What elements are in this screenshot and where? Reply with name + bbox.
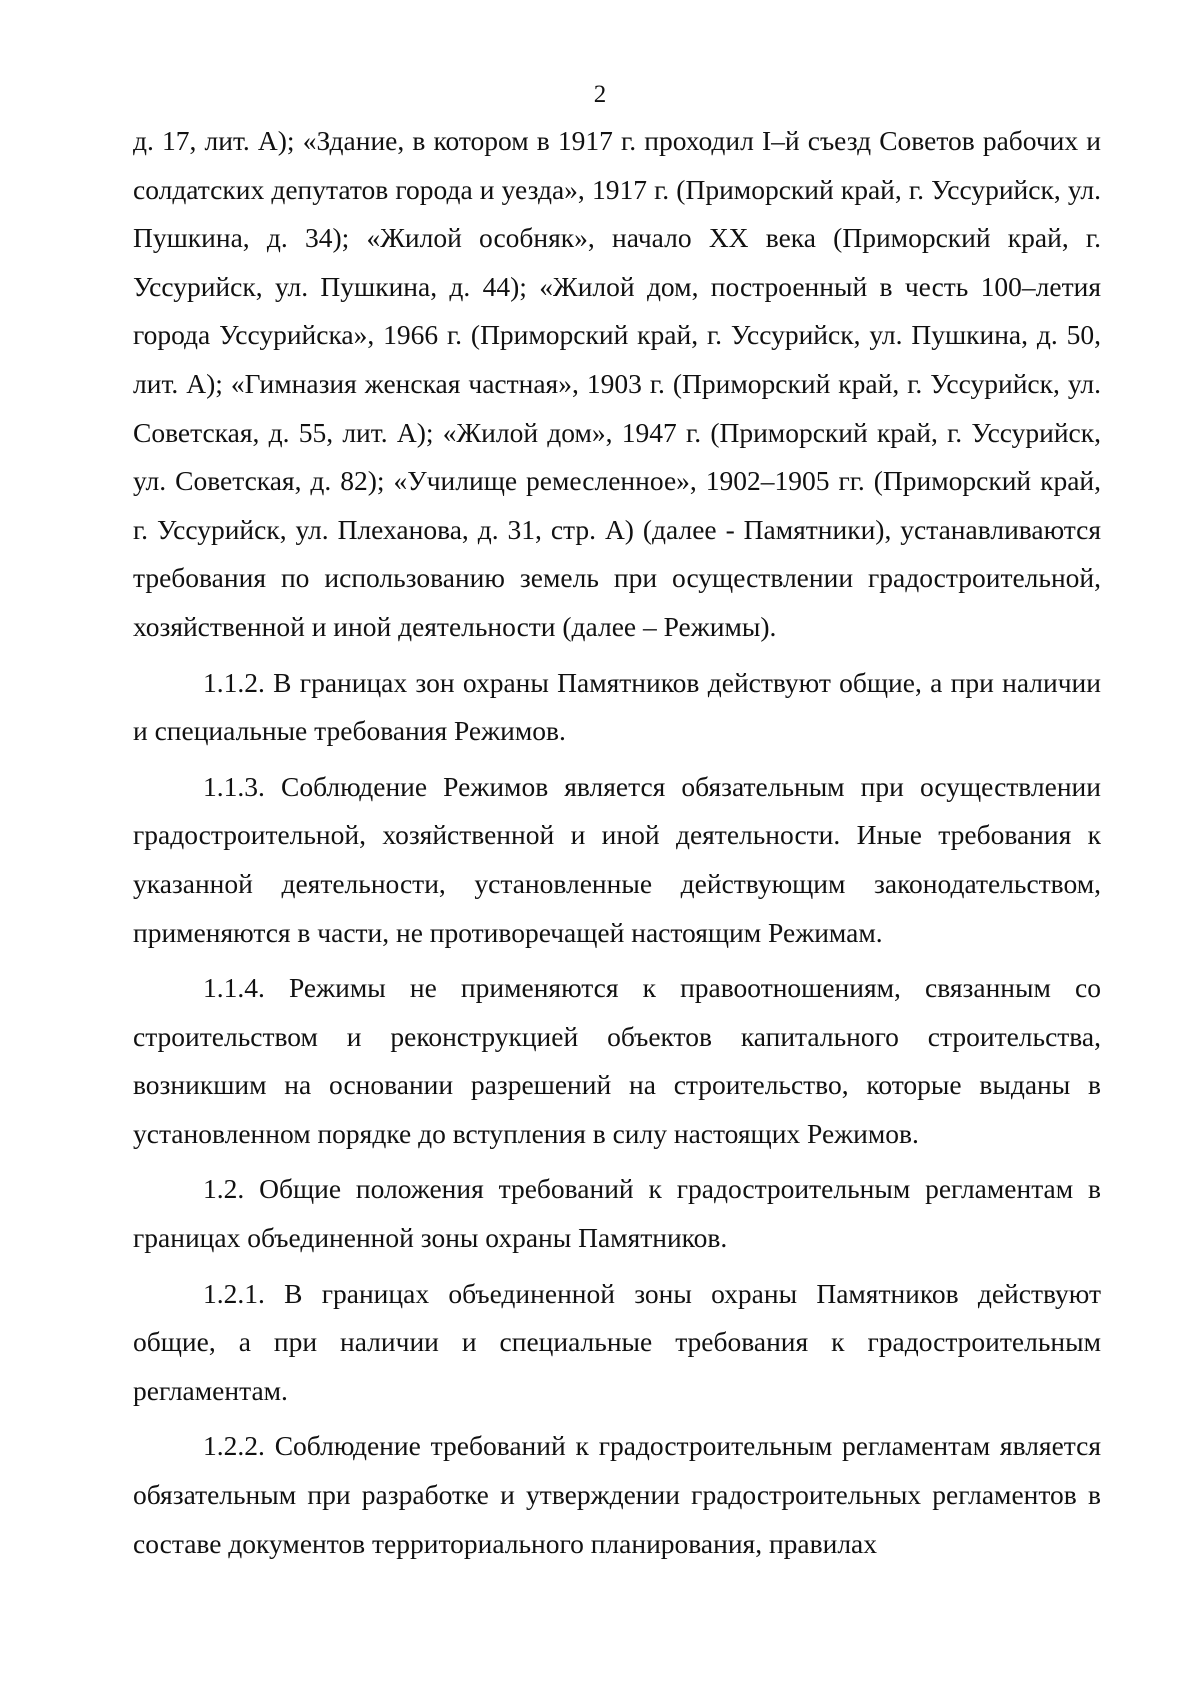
- paragraph-1-2: 1.2. Общие положения требований к градостроительным регламентам в границах объединенной зоны охраны Памятников.: [133, 1173, 1101, 1254]
- page-number: 2: [593, 81, 607, 108]
- paragraph-1-1-2: 1.1.2. В границах зон охраны Памятников действуют общие, а при наличии и специальные требования Режимов.: [133, 666, 1101, 747]
- document-body: [133, 117, 1101, 1575]
- paragraph-1-2-2: 1.2.2. Соблюдение требований к градостроительным регламентам является обязательным при разработке и утверждении градостроительных регламентов в составе документов территориального планирования, правилах: [133, 1430, 1101, 1559]
- paragraph-1-1-3: 1.1.3. Соблюдение Режимов является обязательным при осуществлении градостроительной, хозяйственной и иной деятельности. Иные требования к указанной деятельности, установленные действующим законодательством, применяются в части, не противоречащей настоящим Режимам.: [133, 770, 1101, 948]
- paragraph-continuation-monuments-list: д. 17, лит. А); «Здание, в котором в 1917 г. проходил I–й съезд Советов рабочих и солдатских депутатов города и уезда», 1917 г. (Приморский край, г. Уссурийск, ул. Пушкина, д. 34); «Жилой особняк», начало XX века (Приморский край, г. Уссурийск, ул. Пушкина, д. 44); «Жилой дом, построенный в честь 100–летия города Уссурийска», 1966 г. (Приморский край, г. Уссурийск, ул. Пушкина, д. 50, лит. А); «Гимназия женская частная», 1903 г. (Приморский край, г. Уссурийск, ул. Советская, д. 55, лит. А); «Жилой дом», 1947 г. (Приморский край, г. Уссурийск, ул. Советская, д. 82); «Училище ремесленное», 1902–1905 гг. (Приморский край, г. Уссурийск, ул. Плеханова, д. 31, стр. А) (далее - Памятники), устанавливаются требования по использованию земель при осуществлении градостроительной, хозяйственной и иной деятельности (далее – Режимы).: [133, 125, 1101, 642]
- paragraph-1-2-1: 1.2.1. В границах объединенной зоны охраны Памятников действуют общие, а при наличии и специальные требования к градостроительным регламентам.: [133, 1277, 1101, 1406]
- paragraph-1-1-4: 1.1.4. Режимы не применяются к правоотношениям, связанным со строительством и реконструкцией объектов капитального строительства, возникшим на основании разрешений на строительство, которые выданы в установленном порядке до вступления в силу настоящих Режимов.: [133, 972, 1101, 1149]
